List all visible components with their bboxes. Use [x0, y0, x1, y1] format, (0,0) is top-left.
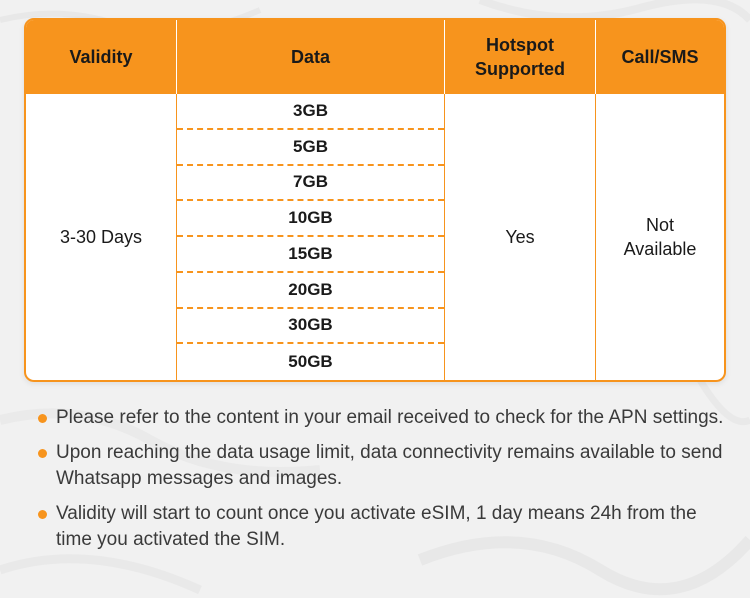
header-hotspot-line1: Hotspot [486, 35, 554, 55]
bullet-dot-icon [38, 510, 47, 519]
header-hotspot-line2: Supported [475, 59, 565, 79]
data-option: 30GB [177, 309, 444, 345]
bullet-dot-icon [38, 414, 47, 423]
table-header-row [26, 20, 724, 94]
call-sms-line2: Available [623, 239, 697, 259]
note-text: Please refer to the content in your email received to check for the APN settings. [56, 407, 724, 428]
note-item [38, 501, 728, 553]
note-text: Upon reaching the data usage limit, data connectivity remains available to send Whatsapp messages and images. [56, 442, 723, 489]
plan-table [24, 18, 726, 382]
data-option: 20GB [177, 273, 444, 309]
note-item [38, 440, 728, 492]
data-options-cell [177, 94, 445, 380]
hotspot-cell: Yes [445, 94, 596, 380]
header-call-sms: Call/SMS [621, 47, 699, 67]
note-text: Validity will start to count once you activate eSIM, 1 day means 24h from the time you activated the SIM. [56, 503, 697, 550]
data-option: 50GB [288, 352, 333, 372]
note-item [38, 405, 728, 431]
header-validity: Validity [26, 20, 177, 94]
data-option: 7GB [177, 166, 444, 202]
call-sms-line1: Not [645, 215, 674, 235]
validity-cell: 3-30 Days [26, 94, 177, 380]
data-option: 5GB [177, 130, 444, 166]
header-hotspot [445, 20, 596, 94]
header-data: Data [177, 20, 445, 94]
call-sms-cell [596, 94, 724, 380]
table-body-row [26, 94, 724, 380]
data-option: 15GB [177, 237, 444, 273]
bullet-dot-icon [38, 449, 47, 458]
data-option: 3GB [177, 94, 444, 130]
data-option: 10GB [177, 201, 444, 237]
notes-list [38, 405, 728, 562]
